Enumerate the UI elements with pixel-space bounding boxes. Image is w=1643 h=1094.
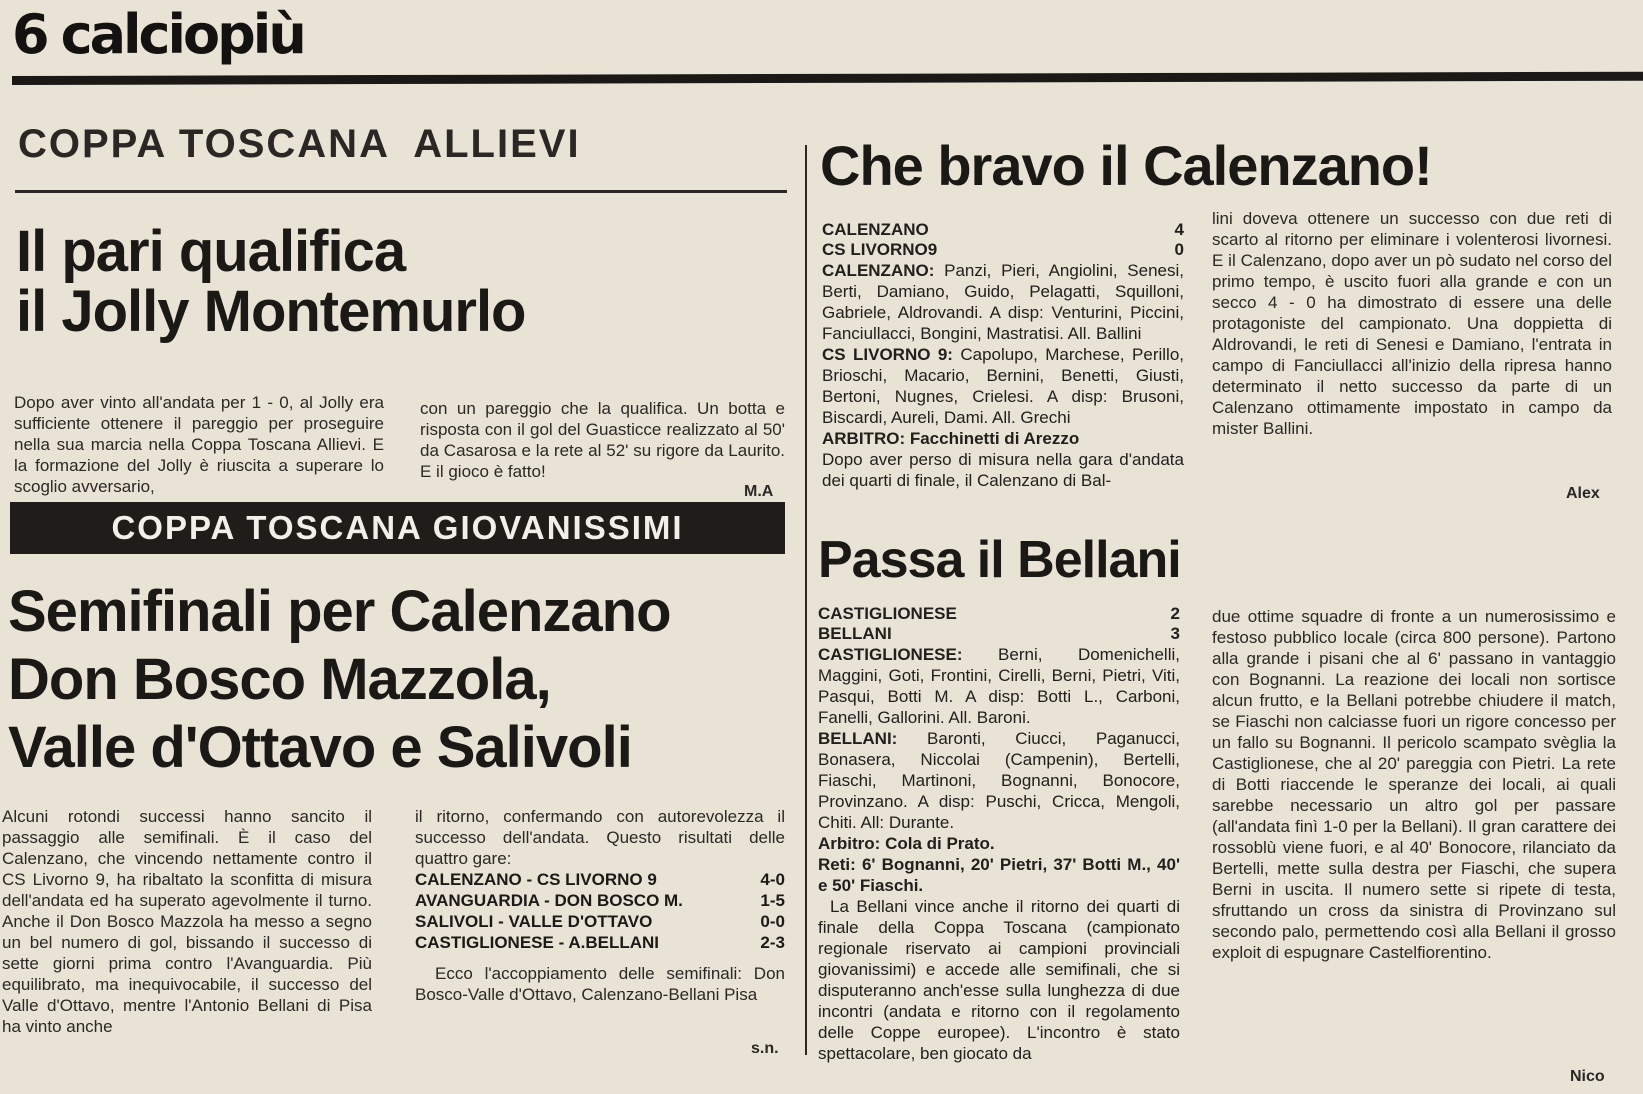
lineup [818,644,1180,728]
headline-line: Don Bosco Mazzola, [8,647,551,712]
section-underline [15,190,787,193]
lineup-label: CS LIVORNO 9: [822,345,953,364]
result-row [415,911,785,932]
referee-label: ARBITRO: [822,429,906,448]
page-number: 6 [12,3,47,66]
match-box [822,220,1184,491]
headline-giovanissimi [8,578,671,782]
column-divider [805,145,807,1055]
result-row [415,890,785,911]
article-text: Dopo aver perso di misura nella gara d'andata dei quarti di finale, il Calenzano di Bal- [822,450,1184,490]
results-list [415,869,785,953]
score-row [822,240,1184,260]
goals-list: 6' Bognanni, 20' Pietri, 37' Botti M., 40' e 50' Fiaschi. [818,855,1180,895]
goals [818,854,1180,896]
headline-bellani: Passa il Bellani [818,531,1181,589]
signature: Alex [1566,485,1600,502]
headline-allievi [16,219,526,344]
result-row [415,869,785,890]
signature: Nico [1570,1068,1605,1085]
article-text: Ecco l'accoppiamento delle semifinali: Don Bosco-Valle d'Ottavo, Calenzano-Bellani Pisa [415,964,785,1004]
team-score: 0 [1174,240,1184,259]
lineup-players: Capolupo, Marchese, Perillo, Brioschi, Macario, Bernini, Benetti, Giusti, Bertoni, Nugnes, Crielesi. A disp: Brusoni, Biscardi, Aureli, Dami. All. Grechi [822,345,1184,427]
team-score: 2 [1170,604,1180,623]
headline-line: il Jolly Montemurlo [16,279,526,344]
result-row [415,932,785,953]
team-name: CASTIGLIONESE [818,604,957,623]
result-score: 0-0 [760,912,785,931]
referee [818,833,1180,854]
result-score: 2-3 [760,933,785,952]
referee-name: Cola di Prato. [885,834,995,853]
result-score: 4-0 [760,870,785,889]
lineup [822,344,1184,428]
referee [822,428,1184,449]
headline-line: Semifinali per Calenzano [8,579,671,644]
headline-line: Il pari qualifica [16,219,406,284]
section-header-allievi: COPPA TOSCANA ALLIEVI [18,122,581,166]
team-score: 4 [1174,220,1184,239]
team-name: BELLANI [818,624,892,643]
result-match: SALIVOLI - VALLE D'OTTAVO [415,912,653,931]
team-name: CALENZANO [822,220,929,239]
lineup-players: Baronti, Ciucci, Paganucci, Bonasera, Niccolai (Campenin), Bertelli, Fiaschi, Martinoni, Bognanni, Bonocore, Provinzano. A disp: Puschi, Cricca, Mengoli, Chiti. All: Durante. [818,729,1180,832]
masthead-rule [12,72,1643,85]
lineup-label: CALENZANO: [822,261,935,280]
article-column: due ottime squadre di fronte a un numerosissimo e festoso pubblico locale (circa 800 persone). Partono alla grande i pisani che al 6' passano in vantaggio con Bognanni. La reazione dei locali non sortisce alcun frutto, e la Bellani potrebbe chiudere il match, se Fiaschi non calciasse fuori un rigore concesso per un fallo su Bognanni. Il pericolo scampato svèglia la Castiglionese, che al 20' pareggia con Pietri. La rete di Botti riaccende le speranze dei locali, ai quali sarebbe necessario un altro gol per passare (all'andata finì 1-0 per la Bellani). Il gran carattere dei rossoblù viene fuori, e al 40' Bonocore, rilanciato da Bertelli, mette sulla destra per Fiaschi, che supera Berni in uscita. Il numero sette si ripete di testa, sfruttando un cross da sinistra di Provinzano sul secondo palo, permettendo così alla Bellani il grosso exploit di espugnare Castelfiorentino. [1212,607,1616,962]
headline-calenzano: Che bravo il Calenzano! [820,134,1432,197]
match-box [818,604,1180,1064]
lineup [822,260,1184,344]
article-column [415,806,785,1005]
article-column: lini doveva ottenere un successo con due reti di scarto al ritorno per eliminare i volenterosi livornesi. E il Calenzano, dopo aver un pò sudato nel corso del primo tempo, è uscito fuori alla grande e con un secco 4 - 0 ha dimostrato di essere una delle protagoniste del campionato. Una doppietta di Aldrovandi, le reti di Senesi e Damiano, l'entrata in campo di Fanciullacci all'inizio della ripresa hanno determinato il netto successo da parte di un Calenzano ottimamente impostato in campo da mister Ballini. [1212,209,1612,438]
lineup [818,728,1180,833]
goals-label: Reti: [818,855,856,874]
article-column: Alcuni rotondi successi hanno sancito il passaggio alle semifinali. È il caso del Calenzano, che vincendo nettamente contro il CS Livorno 9, ha ribaltato la sconfitta di misura dell'andata ed ha superato agevolmente il turno. Anche il Don Bosco Mazzola ha messo a segno un bel numero di gol, bissando il successo di sette giorni prima contro l'Avanguardia. Più equilibrato, ma inequivocabile, il successo del Valle d'Ottavo, mentre l'Antonio Bellani di Pisa ha vinto anche [2,807,372,1036]
score-row [818,604,1180,624]
article-column: Dopo aver vinto all'andata per 1 - 0, al Jolly era sufficiente ottenere il pareggio per proseguire nella sua marcia nella Coppa Toscana Allievi. E la formazione del Jolly è riuscita a superare lo scoglio avversario, [14,393,384,496]
masthead [12,0,304,70]
team-name: CS LIVORNO9 [822,240,938,259]
result-match: CALENZANO - CS LIVORNO 9 [415,870,657,889]
signature: s.n. [751,1040,779,1057]
team-score: 3 [1170,624,1180,643]
score-row [822,220,1184,240]
lineup-label: CASTIGLIONESE: [818,645,963,664]
score-row [818,624,1180,644]
result-match: CASTIGLIONESE - A.BELLANI [415,933,659,952]
result-score: 1-5 [760,891,785,910]
masthead-title: calciopiù [60,3,304,66]
lineup-players: Panzi, Pieri, Angiolini, Senesi, Berti, Damiano, Guido, Pelagatti, Squilloni, Gabriele, Aldrovandi. A disp: Venturini, Piccini, Fanciullacci, Bongini, Mastratisi. All. Ballini [822,261,1184,343]
referee-name: Facchinetti di Arezzo [909,429,1080,448]
lineup-label: BELLANI: [818,729,898,748]
result-match: AVANGUARDIA - DON BOSCO M. [415,891,683,910]
section-header-giovanissimi: COPPA TOSCANA GIOVANISSIMI [10,502,785,554]
article-text: La Bellani vince anche il ritorno dei quarti di finale della Coppa Toscana (campionato regionale riservato ai campioni provinciali giovanissimi) e accede alle semifinali, che si disputeranno anch'esse sulla lunghezza di due incontri (andata e ritorno con il regolamento delle Coppe europee). L'incontro è stato spettacolare, ben giocato da [818,897,1180,1063]
article-column: con un pareggio che la qualifica. Un botta e risposta con il gol del Guasticce realizzato al 50' da Casarosa e la rete al 52' su rigore da Laurito. E il gioco è fatto! [420,399,785,481]
lineup-players: Berni, Domenichelli, Maggini, Goti, Frontini, Cirelli, Berni, Pietri, Viti, Pasqui, Botti M. A disp: Botti L., Carboni, Fanelli, Gallorini. All. Baroni. [818,645,1180,727]
headline-line: Valle d'Ottavo e Salivoli [8,715,632,780]
article-text: il ritorno, confermando con autorevolezza il successo dell'andata. Questo risultati delle quattro gare: [415,807,785,868]
referee-label: Arbitro: [818,834,881,853]
signature: M.A [744,483,774,500]
